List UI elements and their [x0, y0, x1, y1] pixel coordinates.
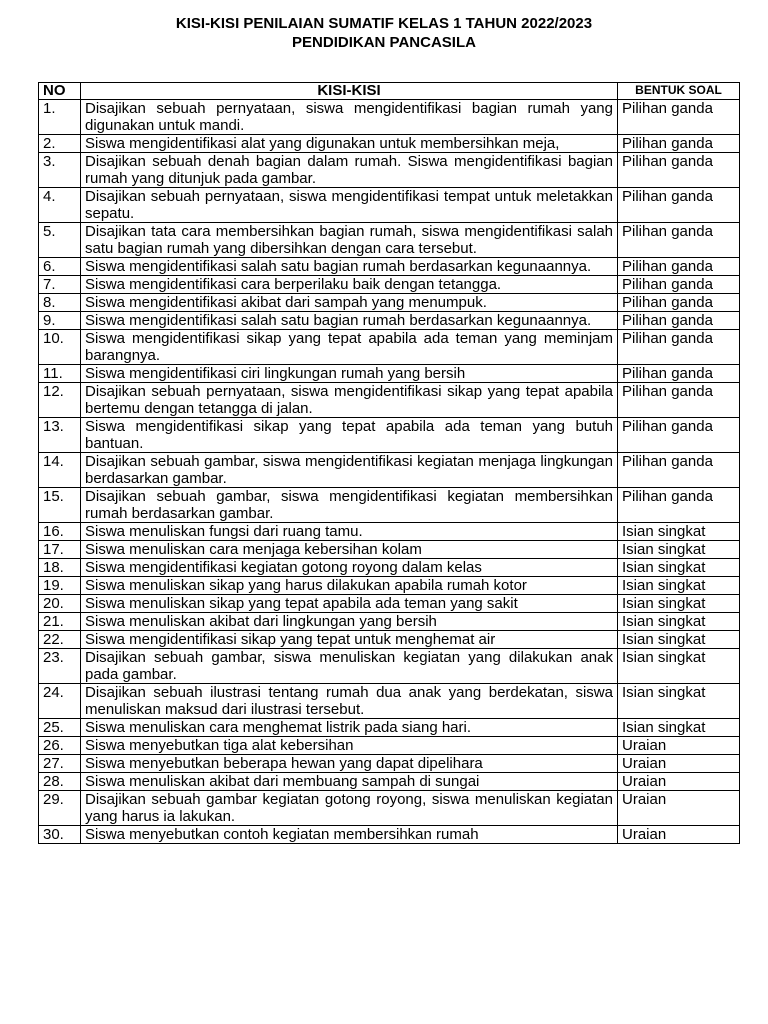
row-kisi-text: Siswa mengidentifikasi sikap yang tepat untuk menghemat air	[81, 631, 618, 649]
row-number: 24.	[39, 684, 81, 719]
row-bentuk-soal: Pilihan ganda	[618, 330, 740, 365]
row-number: 12.	[39, 383, 81, 418]
row-kisi-text: Siswa menuliskan cara menjaga kebersihan kolam	[81, 541, 618, 559]
table-row	[39, 418, 740, 453]
row-kisi-text: Siswa menyebutkan contoh kegiatan membersihkan rumah	[81, 826, 618, 844]
row-kisi-text: Disajikan sebuah gambar, siswa menuliskan kegiatan yang dilakukan anak pada gambar.	[81, 649, 618, 684]
table-row	[39, 541, 740, 559]
row-bentuk-soal: Isian singkat	[618, 595, 740, 613]
row-bentuk-soal: Isian singkat	[618, 719, 740, 737]
kisi-kisi-table	[38, 82, 740, 844]
row-kisi-text: Siswa menuliskan fungsi dari ruang tamu.	[81, 523, 618, 541]
table-row	[39, 559, 740, 577]
row-bentuk-soal: Uraian	[618, 755, 740, 773]
row-bentuk-soal: Pilihan ganda	[618, 488, 740, 523]
table-row	[39, 488, 740, 523]
row-bentuk-soal: Pilihan ganda	[618, 153, 740, 188]
row-kisi-text: Siswa menuliskan sikap yang harus dilakukan apabila rumah kotor	[81, 577, 618, 595]
row-kisi-text: Siswa mengidentifikasi salah satu bagian rumah berdasarkan kegunaannya.	[81, 312, 618, 330]
row-number: 25.	[39, 719, 81, 737]
row-number: 20.	[39, 595, 81, 613]
row-kisi-text: Disajikan sebuah gambar, siswa mengidentifikasi kegiatan membersihkan rumah berdasarkan gambar.	[81, 488, 618, 523]
row-kisi-text: Siswa mengidentifikasi akibat dari sampah yang menumpuk.	[81, 294, 618, 312]
table-row	[39, 153, 740, 188]
table-row	[39, 719, 740, 737]
row-bentuk-soal: Pilihan ganda	[618, 276, 740, 294]
row-number: 22.	[39, 631, 81, 649]
row-kisi-text: Siswa mengidentifikasi ciri lingkungan rumah yang bersih	[81, 365, 618, 383]
row-number: 26.	[39, 737, 81, 755]
row-kisi-text: Siswa menyebutkan tiga alat kebersihan	[81, 737, 618, 755]
row-kisi-text: Siswa menuliskan cara menghemat listrik pada siang hari.	[81, 719, 618, 737]
table-row	[39, 383, 740, 418]
row-bentuk-soal: Isian singkat	[618, 541, 740, 559]
row-bentuk-soal: Uraian	[618, 826, 740, 844]
row-number: 1.	[39, 100, 81, 135]
table-row	[39, 577, 740, 595]
table-row	[39, 100, 740, 135]
row-number: 13.	[39, 418, 81, 453]
row-kisi-text: Disajikan sebuah denah bagian dalam rumah. Siswa mengidentifikasi bagian rumah yang ditunjuk pada gambar.	[81, 153, 618, 188]
document-title: KISI-KISI PENILAIAN SUMATIF KELAS 1 TAHUN 2022/2023	[175, 15, 593, 32]
row-number: 18.	[39, 559, 81, 577]
header-kisi-kisi: KISI-KISI	[81, 83, 618, 100]
table-row	[39, 631, 740, 649]
row-number: 21.	[39, 613, 81, 631]
row-kisi-text: Siswa menuliskan akibat dari membuang sampah di sungai	[81, 773, 618, 791]
table-row	[39, 135, 740, 153]
table-row	[39, 365, 740, 383]
row-kisi-text: Siswa mengidentifikasi alat yang digunakan untuk membersihkan meja,	[81, 135, 618, 153]
table-row	[39, 826, 740, 844]
row-number: 7.	[39, 276, 81, 294]
row-bentuk-soal: Uraian	[618, 773, 740, 791]
row-kisi-text: Siswa menuliskan akibat dari lingkungan yang bersih	[81, 613, 618, 631]
table-row	[39, 276, 740, 294]
row-bentuk-soal: Pilihan ganda	[618, 294, 740, 312]
table-row	[39, 258, 740, 276]
row-number: 17.	[39, 541, 81, 559]
table-row	[39, 523, 740, 541]
row-kisi-text: Siswa mengidentifikasi salah satu bagian rumah berdasarkan kegunaannya.	[81, 258, 618, 276]
row-kisi-text: Disajikan tata cara membersihkan bagian rumah, siswa mengidentifikasi salah satu bagian rumah yang dibersihkan dengan cara tersebut.	[81, 223, 618, 258]
row-number: 30.	[39, 826, 81, 844]
row-bentuk-soal: Isian singkat	[618, 613, 740, 631]
row-number: 27.	[39, 755, 81, 773]
row-kisi-text: Disajikan sebuah ilustrasi tentang rumah dua anak yang berdekatan, siswa menuliskan maksud dari ilustrasi tersebut.	[81, 684, 618, 719]
table-row	[39, 649, 740, 684]
row-number: 2.	[39, 135, 81, 153]
row-number: 23.	[39, 649, 81, 684]
row-bentuk-soal: Pilihan ganda	[618, 383, 740, 418]
table-header	[39, 83, 740, 100]
table-row	[39, 595, 740, 613]
row-number: 9.	[39, 312, 81, 330]
header-no: NO	[39, 83, 81, 100]
table-row	[39, 223, 740, 258]
row-bentuk-soal: Pilihan ganda	[618, 100, 740, 135]
row-number: 11.	[39, 365, 81, 383]
table-row	[39, 684, 740, 719]
row-number: 10.	[39, 330, 81, 365]
row-number: 6.	[39, 258, 81, 276]
row-kisi-text: Siswa mengidentifikasi sikap yang tepat apabila ada teman yang meminjam barangnya.	[81, 330, 618, 365]
row-bentuk-soal: Pilihan ganda	[618, 365, 740, 383]
row-bentuk-soal: Isian singkat	[618, 523, 740, 541]
row-kisi-text: Siswa menuliskan sikap yang tepat apabila ada teman yang sakit	[81, 595, 618, 613]
row-bentuk-soal: Pilihan ganda	[618, 135, 740, 153]
row-bentuk-soal: Isian singkat	[618, 649, 740, 684]
row-bentuk-soal: Isian singkat	[618, 631, 740, 649]
row-number: 14.	[39, 453, 81, 488]
row-number: 29.	[39, 791, 81, 826]
row-kisi-text: Disajikan sebuah gambar kegiatan gotong royong, siswa menuliskan kegiatan yang harus ia lakukan.	[81, 791, 618, 826]
row-number: 16.	[39, 523, 81, 541]
table-row	[39, 737, 740, 755]
header-bentuk-soal: BENTUK SOAL	[618, 83, 740, 100]
row-bentuk-soal: Pilihan ganda	[618, 453, 740, 488]
table-body	[39, 100, 740, 844]
row-kisi-text: Disajikan sebuah pernyataan, siswa mengidentifikasi tempat untuk meletakkan sepatu.	[81, 188, 618, 223]
row-bentuk-soal: Pilihan ganda	[618, 188, 740, 223]
table-header-row	[39, 83, 740, 100]
row-bentuk-soal: Pilihan ganda	[618, 258, 740, 276]
document-subtitle: PENDIDIKAN PANCASILA	[292, 34, 476, 51]
row-number: 8.	[39, 294, 81, 312]
row-kisi-text: Disajikan sebuah pernyataan, siswa mengidentifikasi bagian rumah yang digunakan untuk mandi.	[81, 100, 618, 135]
row-bentuk-soal: Uraian	[618, 737, 740, 755]
table-row	[39, 453, 740, 488]
row-number: 28.	[39, 773, 81, 791]
table-row	[39, 330, 740, 365]
row-kisi-text: Siswa mengidentifikasi sikap yang tepat apabila ada teman yang butuh bantuan.	[81, 418, 618, 453]
table-row	[39, 312, 740, 330]
row-kisi-text: Siswa menyebutkan beberapa hewan yang dapat dipelihara	[81, 755, 618, 773]
row-kisi-text: Siswa mengidentifikasi kegiatan gotong royong dalam kelas	[81, 559, 618, 577]
row-kisi-text: Disajikan sebuah pernyataan, siswa mengidentifikasi sikap yang tepat apabila bertemu dengan tetangga di jalan.	[81, 383, 618, 418]
row-bentuk-soal: Pilihan ganda	[618, 312, 740, 330]
row-number: 4.	[39, 188, 81, 223]
table-row	[39, 613, 740, 631]
table-row	[39, 294, 740, 312]
table-row	[39, 773, 740, 791]
row-number: 5.	[39, 223, 81, 258]
row-bentuk-soal: Isian singkat	[618, 684, 740, 719]
row-kisi-text: Siswa mengidentifikasi cara berperilaku baik dengan tetangga.	[81, 276, 618, 294]
table-row	[39, 755, 740, 773]
row-number: 15.	[39, 488, 81, 523]
row-bentuk-soal: Pilihan ganda	[618, 418, 740, 453]
row-bentuk-soal: Isian singkat	[618, 559, 740, 577]
row-kisi-text: Disajikan sebuah gambar, siswa mengidentifikasi kegiatan menjaga lingkungan berdasarkan gambar.	[81, 453, 618, 488]
row-bentuk-soal: Uraian	[618, 791, 740, 826]
row-bentuk-soal: Pilihan ganda	[618, 223, 740, 258]
row-number: 3.	[39, 153, 81, 188]
row-number: 19.	[39, 577, 81, 595]
table-row	[39, 791, 740, 826]
table-row	[39, 188, 740, 223]
row-bentuk-soal: Isian singkat	[618, 577, 740, 595]
